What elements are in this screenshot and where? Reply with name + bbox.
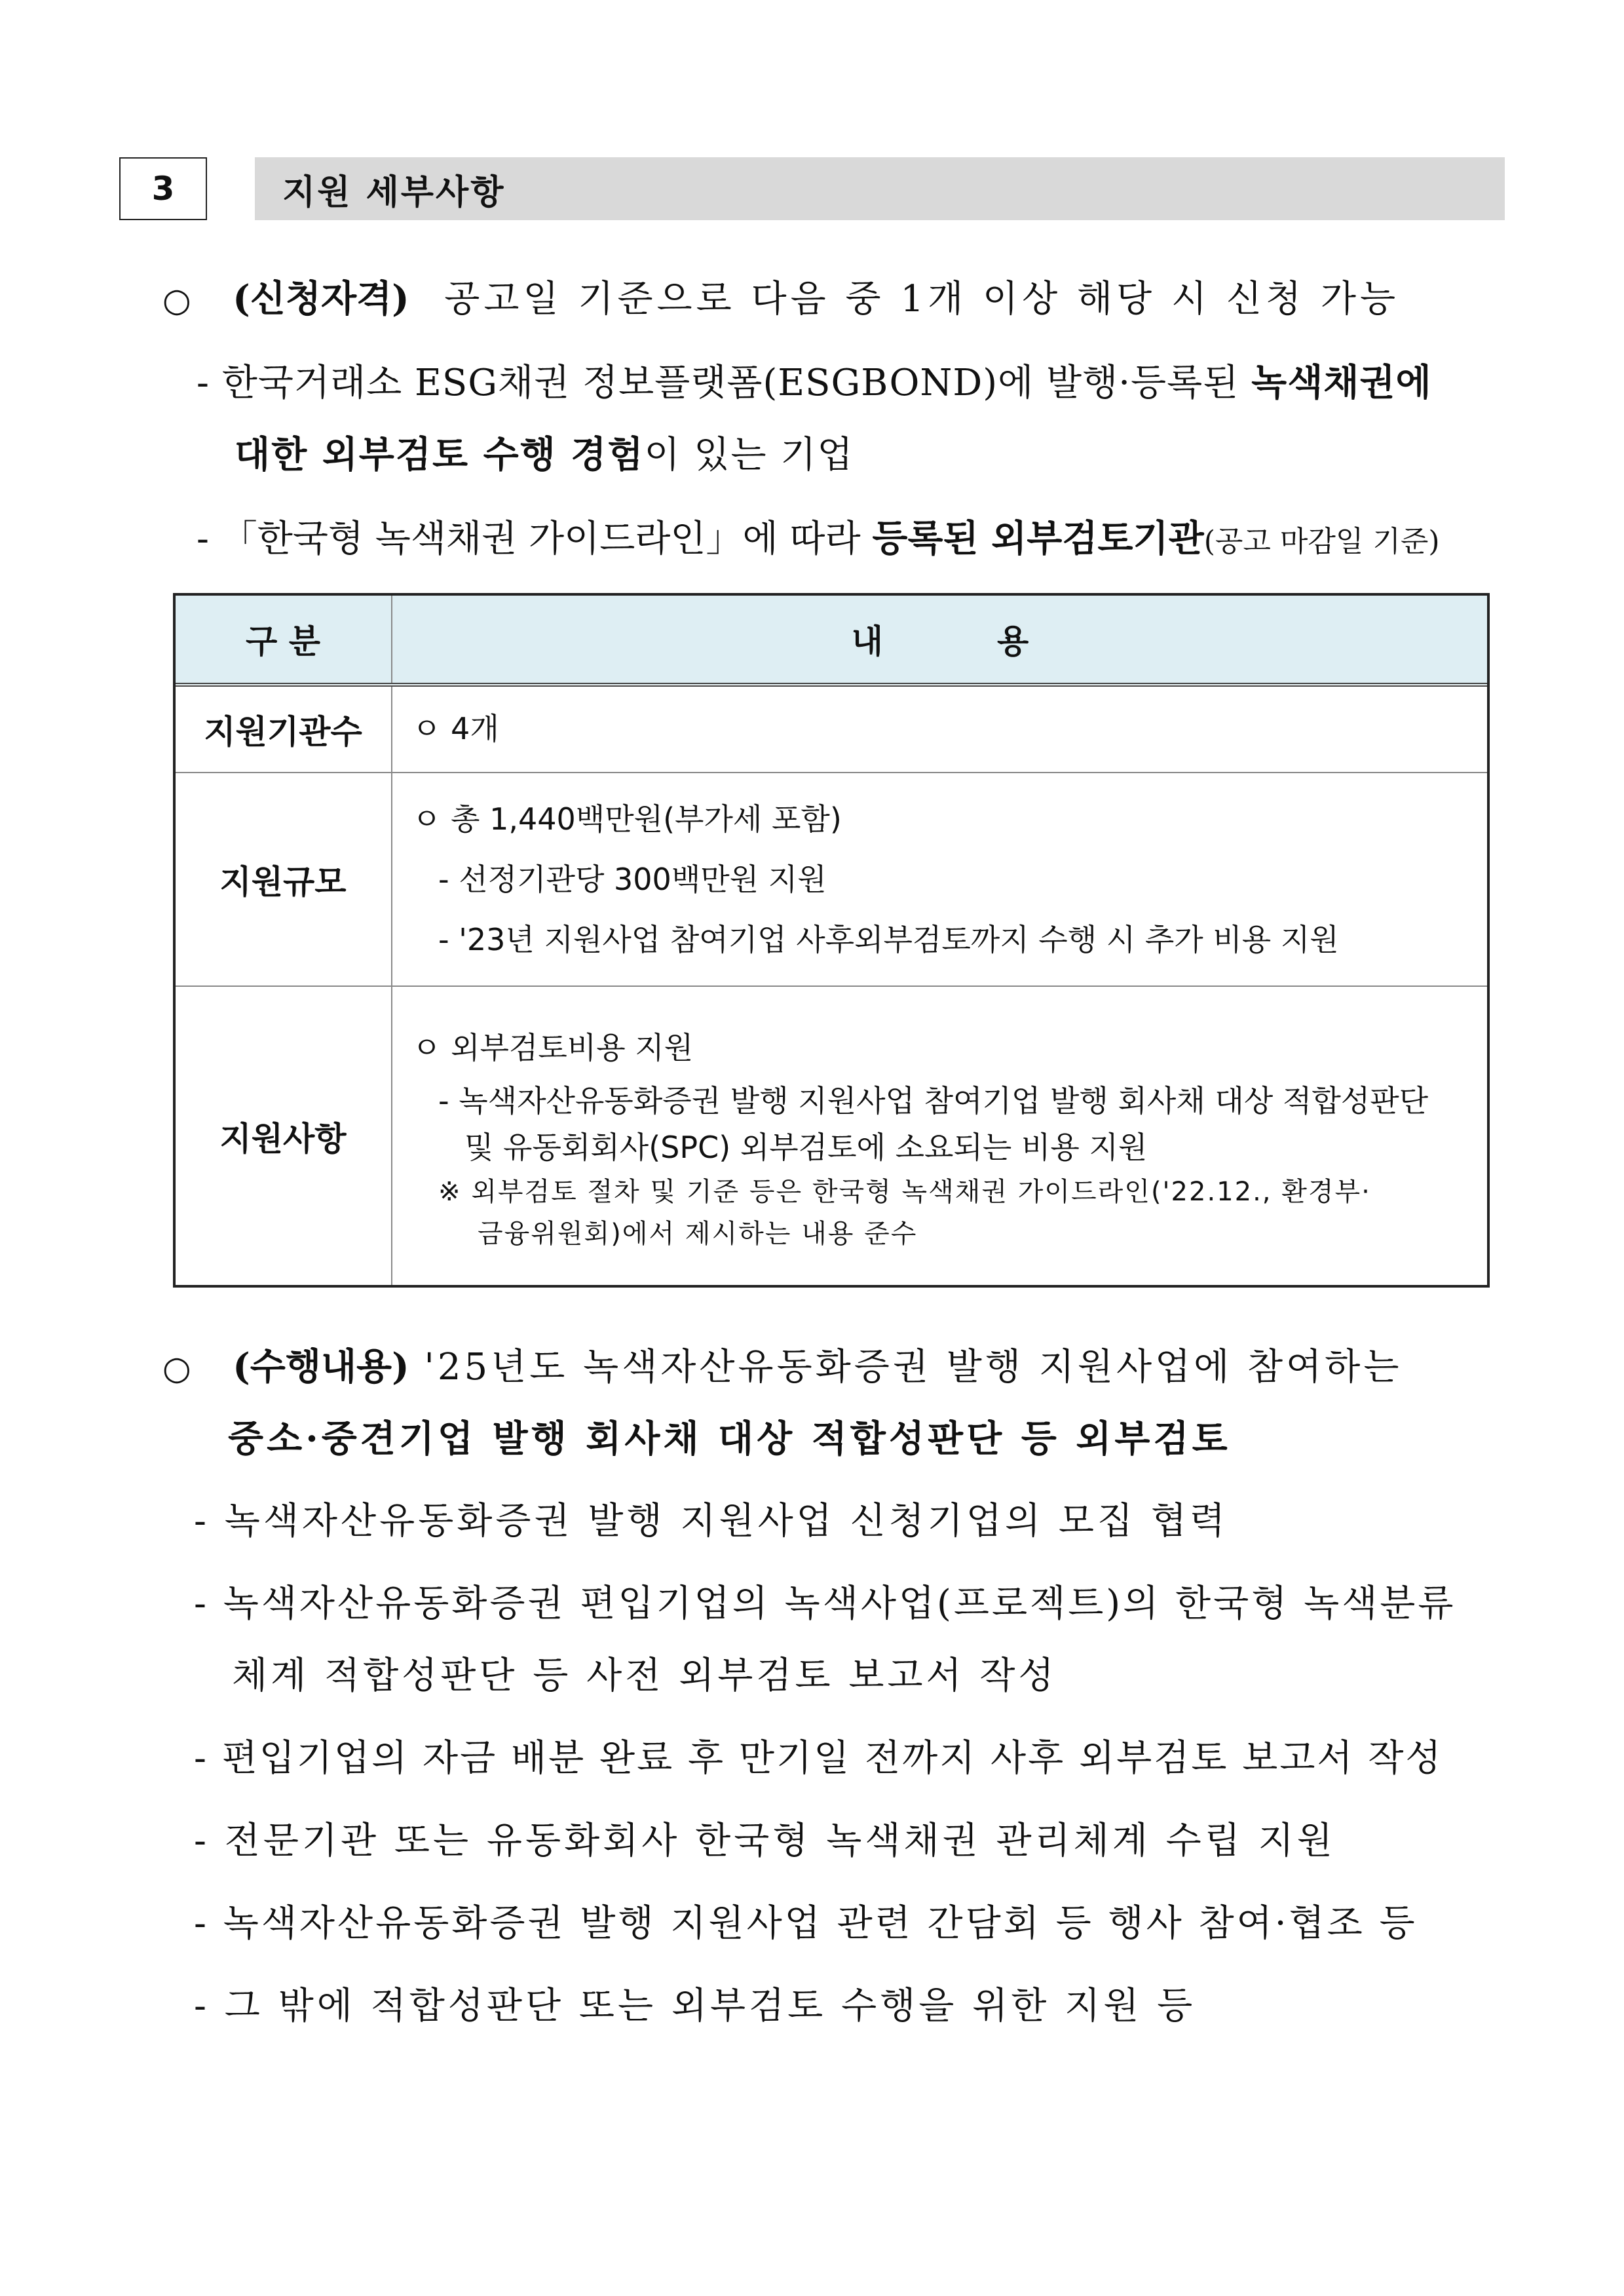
section-number: 3 [119, 157, 207, 220]
note-line: 금융위원회)에서 제시하는 내용 준수 [478, 1219, 918, 1250]
content-line: - 녹색자산유동화증권 발행 지원사업 참여기업 발행 회사채 대상 적합성판단 [438, 1082, 1429, 1119]
task-item: - 그 밖에 적합성판단 또는 외부검토 수행을 위한 지원 등 [194, 1985, 1196, 2027]
eligibility-item-1-cont [235, 433, 854, 476]
task-item: - 녹색자산유동화증권 발행 지원사업 관련 간담회 등 행사 참여·협조 등 [194, 1902, 1418, 1945]
bullet-circle: ○ [162, 1349, 191, 1387]
eligibility-heading [162, 277, 1400, 320]
tasks-heading-line-2: 중소·중견기업 발행 회사채 대상 적합성판단 등 외부검토 [228, 1417, 1231, 1461]
content-line: - '23년 지원사업 참여기업 사후외부검토까지 수행 시 추가 비용 지원 [438, 922, 1339, 957]
table-row [174, 986, 1488, 1286]
item-text: - 「한국형 녹색채권 가이드라인」에 따라 [197, 518, 873, 560]
content-line: 및 유동회회사(SPC) 외부검토에 소요되는 비용 지원 [464, 1130, 1148, 1165]
row-label: 지원규모 [174, 773, 392, 986]
content-line: ㅇ 외부검토비용 지원 [412, 1029, 694, 1065]
content-line: ㅇ 4개 [412, 711, 499, 747]
task-item: - 전문기관 또는 유동화회사 한국형 녹색채권 관리체계 수립 지원 [194, 1820, 1336, 1862]
eligibility-item-2 [197, 517, 1440, 560]
item-bold-text: 등록된 외부검토기관 [872, 517, 1204, 560]
item-text: - 한국거래소 ESG채권 정보플랫폼(ESGBOND)에 발행·등록된 [197, 362, 1252, 404]
table-header-row [174, 594, 1488, 685]
row-label: 지원사항 [174, 986, 392, 1286]
tasks-label: (수행내용) [233, 1345, 409, 1388]
item-bold-text: 녹색채권에 [1251, 361, 1432, 404]
table-row [174, 773, 1488, 986]
tasks-heading [162, 1345, 1403, 1388]
row-content [392, 685, 1488, 773]
task-item: - 녹색자산유동화증권 발행 지원사업 신청기업의 모집 협력 [194, 1500, 1229, 1542]
header-category: 구 분 [174, 594, 392, 685]
content-line: ㅇ 총 1,440백만원(부가세 포함) [412, 801, 842, 837]
tasks-text: '25년도 녹색자산유동화증권 발행 지원사업에 참여하는 [409, 1346, 1403, 1388]
section-title: 지원 세부사항 [255, 157, 1505, 220]
task-item: - 편입기업의 자금 배분 완료 후 만기일 전까지 사후 외부검토 보고서 작성 [194, 1737, 1443, 1780]
support-table [174, 594, 1489, 1287]
task-item-cont: 체계 적합성판단 등 사전 외부검토 보고서 작성 [232, 1655, 1057, 1697]
note-line: ※ 외부검토 절차 및 기준 등은 한국형 녹색채권 가이드라인('22.12., 환경부· [438, 1177, 1371, 1208]
row-label: 지원기관수 [174, 685, 392, 773]
row-content [392, 773, 1488, 986]
header-content: 내 용 [392, 594, 1488, 685]
eligibility-item-1 [197, 361, 1432, 404]
task-item: - 녹색자산유동화증권 편입기업의 녹색사업(프로젝트)의 한국형 녹색분류 [194, 1582, 1456, 1625]
item-text: 이 있는 기업 [644, 434, 854, 476]
item-small-text: (공고 마감일 기준) [1203, 525, 1440, 558]
item-bold-text: 대한 외부검토 수행 경험 [235, 433, 645, 476]
row-content [392, 986, 1488, 1286]
eligibility-label: (신청자격) [233, 277, 409, 320]
eligibility-text: 공고일 기준으로 다음 중 1개 이상 해당 시 신청 가능 [444, 278, 1400, 320]
table-row [174, 685, 1488, 773]
content-line: - 선정기관당 300백만원 지원 [438, 862, 827, 897]
bullet-circle: ○ [162, 281, 191, 319]
